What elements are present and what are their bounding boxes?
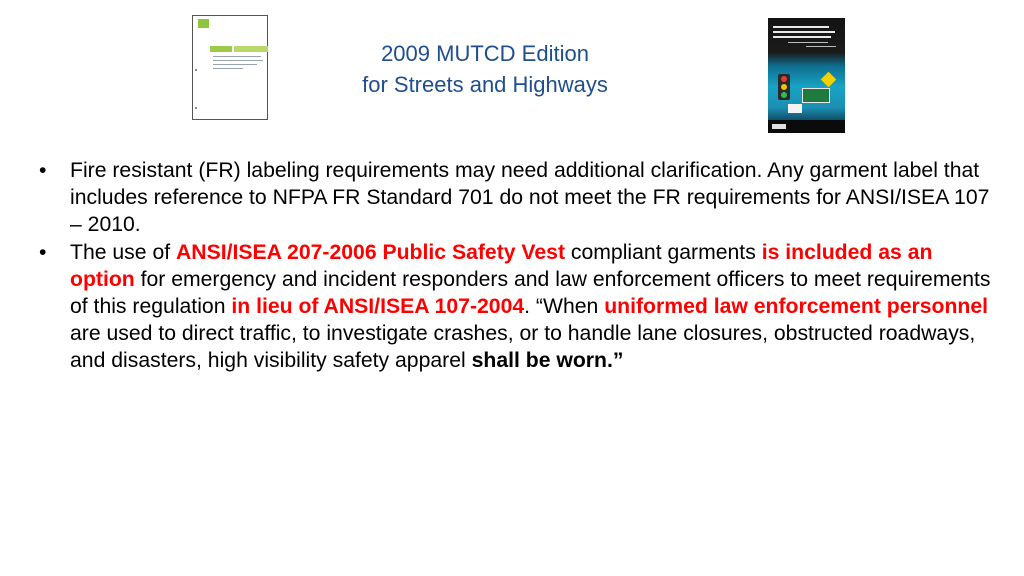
doc-text-line <box>213 60 263 61</box>
emphasis-personnel: uniformed law enforcement personnel <box>604 294 989 318</box>
doc-header-band <box>210 46 232 52</box>
cover-title-line <box>773 36 831 38</box>
doc-text-line <box>213 64 257 65</box>
doc-margin-mark <box>195 107 197 109</box>
regulatory-sign-icon <box>788 104 802 113</box>
bullet-text-segment: for emergency and incident responders and law enforcement officers to meet requirements of this regulation <box>70 268 991 318</box>
manual-cover-icon <box>768 18 845 133</box>
document-thumbnail-icon <box>192 15 268 120</box>
emphasis-option: is included as an option <box>70 241 933 292</box>
emphasis-shall-be-worn: shall be worn.” <box>471 348 624 372</box>
list-item <box>38 240 998 374</box>
list-item <box>38 158 998 238</box>
bullet-text-segment: are used to direct traffic, to investigate crashes, or to handle lane closures, obstructed roadways, and disasters, high visibility safety apparel <box>70 321 976 372</box>
page-title <box>300 38 670 100</box>
emphasis-lieu: in lieu of ANSI/ISEA 107-2004 <box>231 294 525 318</box>
cover-subtitle-line <box>788 42 828 43</box>
emphasis-standard: ANSI/ISEA 207-2006 Public Safety Vest <box>176 241 566 265</box>
traffic-signal-icon <box>778 74 790 100</box>
bullet-text: Fire resistant (FR) labeling requirements may need additional clarification. Any garment label that includes reference to NFPA FR Standard 701 do not meet the FR requirements for ANSI/ISEA 107 – 2010. <box>70 159 990 236</box>
title-line-2: for Streets and Highways <box>362 72 608 97</box>
doc-header-band <box>234 46 268 52</box>
doc-margin-mark <box>195 69 197 71</box>
bullet-list <box>38 158 998 376</box>
doc-logo-mark <box>198 19 209 28</box>
warning-sign-icon <box>821 72 837 88</box>
bullet-icon: • <box>39 241 47 265</box>
title-line-1: 2009 MUTCD Edition <box>381 41 589 66</box>
cover-footer <box>768 120 845 133</box>
bullet-text-segment: The use of <box>70 241 176 265</box>
bullet-text-segment: . “When <box>524 294 605 318</box>
cover-title-line <box>773 26 829 28</box>
cover-title-line <box>773 31 835 33</box>
guide-sign-icon <box>802 88 830 103</box>
doc-text-line <box>213 56 261 57</box>
cover-subtitle-line <box>806 46 836 47</box>
doc-text-line <box>213 68 243 69</box>
bullet-icon: • <box>39 159 47 182</box>
bullet-text-segment: compliant garments <box>565 241 762 265</box>
